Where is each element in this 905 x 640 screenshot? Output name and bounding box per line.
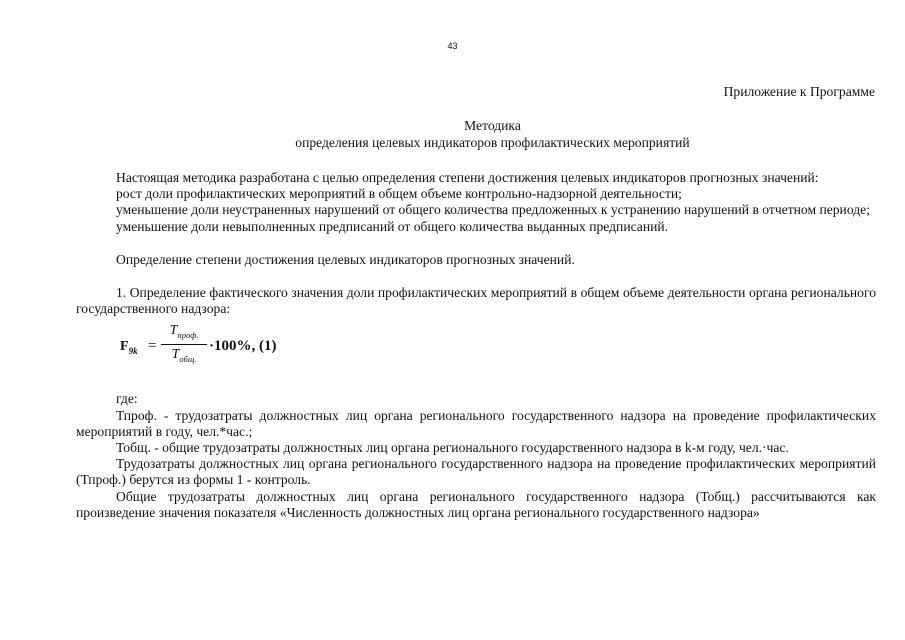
- definition-t-prof: Тпроф. - трудозатраты должностных лиц органа регионального государственного надзора на проведение профилактических мероприятий в году, чел.*час.;: [76, 407, 876, 439]
- formula-numerator: $T_{проф.}$: [169, 323, 199, 341]
- definition-t-prof-source: Трудозатраты должностных лиц органа регионального государственного надзора на проведение профилактических мероприятий (Тпроф.) берутся из формы 1 - контроль.: [76, 456, 876, 488]
- formula-tail: ·100%, (1): [209, 338, 277, 355]
- list-item: уменьшение доли невыполненных предписаний от общего количества выданных предписаний.: [116, 218, 669, 234]
- where-label: где:: [116, 391, 138, 407]
- title-line-1: Методика: [464, 118, 521, 133]
- formula-1: [76, 319, 876, 377]
- formula-fraction: [161, 323, 207, 367]
- appendix-label: Приложение к Программе: [723, 84, 875, 99]
- formula-denominator: $T_{общ.}$: [171, 347, 197, 365]
- title-line-2: определения целевых индикаторов профилактических мероприятий: [295, 134, 690, 150]
- page-number: 43: [447, 41, 458, 51]
- list-item: рост доли профилактических мероприятий в общем объеме контрольно-надзорной деятельности;: [116, 186, 682, 202]
- document-title: [0, 118, 905, 151]
- definition-t-total-calc: Общие трудозатраты должностных лиц органа регионального государственного надзора (Тобщ.) рассчитываются как произведение значения показателя «Численность должностных лиц органа регионального государственного надзора»: [76, 488, 876, 520]
- item-1-paragraph: 1. Определение фактического значения доли профилактических мероприятий в общем объеме деятельности органа регионального государственного надзора:: [76, 285, 876, 317]
- formula-equals: =: [148, 338, 157, 355]
- list-item: уменьшение доли неустраненных нарушений от общего количества предложенных к устранению нарушений в отчетном периоде;: [116, 202, 870, 218]
- document-body: [76, 170, 876, 521]
- definition-t-total: Тобщ. - общие трудозатраты должностных лиц органа регионального государственного надзора в k-м году, чел.·час.: [116, 440, 789, 456]
- formula-lhs: $F_{9k}$: [120, 339, 138, 357]
- intro-paragraph: Настоящая методика разработана с целью определения степени достижения целевых индикаторов прогнозных значений:: [116, 170, 819, 185]
- section-heading: Определение степени достижения целевых индикаторов прогнозных значений.: [116, 251, 575, 267]
